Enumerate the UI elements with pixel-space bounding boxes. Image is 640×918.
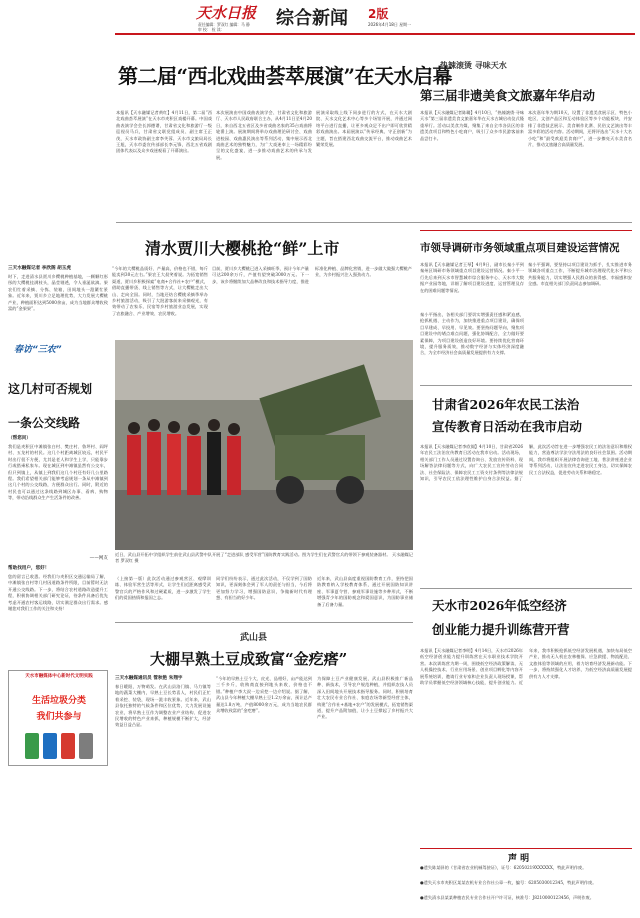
spring-tag-text: 春访“三农”	[14, 345, 62, 355]
uav-title-2: 创业能力提升训练营开营	[432, 622, 570, 637]
cherry-body-1: 时下，走进清水县贾川乡樱桃种植基地，一颗颗红彤彤的大樱桃挂满枝头，晶莹剔透，令人垂涎欲滴。果农们忙着采摘、分拣、装箱，田间地头一派繁忙景象。近年来，贾川乡立足地理优势，大力发展大樱桃产业，种植面积达到5000余亩，成为当地群众增收致富的“金果果”。	[8, 274, 108, 312]
divider-right-1	[420, 385, 632, 386]
divider-mid	[115, 622, 413, 623]
wushan-body-1: 春日暖阳，万物萌发。在武山县洛门镇、马力镇等地的蔬菜大棚内，早熟土豆长势喜人，村民们正忙着采挖、装袋，现场一派丰收景象。近年来，武山县依托独特的气候条件和区位优势，大力发展设施农业，将早熟土豆作为调整农业产业结构、促进农民增收的特色产业来抓，种植规模不断扩大，经济效益日益凸显。	[115, 684, 211, 728]
drill-body-1: （上接第一版）此次活动通过参观营区、观摩训练、体验军营生活等形式，让学生们近距离感受武警官兵的严格作风和过硬素质，进一步激发了学生们的爱国热情和报国之志。	[115, 576, 211, 601]
divider-right-2	[420, 588, 632, 589]
road-from: （帮您问）	[8, 436, 31, 441]
drill-body-2: 同学们纷纷表示，通过此次活动，不仅学到了国防知识，更深刻体会到了军人的责任与担当，今后将更加努力学习，增强国防意识，争做新时代有理想、有担当的好少年。	[216, 576, 312, 601]
masthead-date: 2026年4月18日 星期一	[368, 22, 412, 27]
project-body-2: 秦小平指出，各相关部门要切实增强责任感和紧迫感，抢抓机遇、主动作为，加快推进重点项目建设，确保项目早建成、早投用、早见效。要坚持问题导向，聚焦项目建设中的堵点难点问题，强化协调配合，全力做好要素保障，为项目建设创造良好环境。要持续优化营商环境，提升服务质效，推动数字经济与实体经济深度融合，为全市经济社会高质量发展提供有力支撑。	[420, 312, 524, 356]
food-title: 第三届非遗美食文旅嘉年华启动	[420, 88, 596, 103]
footer-box	[8, 670, 108, 766]
drill-caption: 近日，武山县开拓中学组织学生前往武山县武警中队开展了“走进部队 感受军营”国防教育实践活动。图为学生们在武警官兵的带领下参观装备器材。 天水融媒记者 罗双红 摄	[115, 552, 413, 564]
lead-body-3: 展演采取线上线下同步进行的方式，在天水大剧院、天水文化艺术中心等多个场馆开展，并通过网络平台进行直播，让更多观众足不出户即可欣赏精彩戏曲演出。本届展演以“传承经典、守正创新”为主题，旨在搭建西北戏曲交流平台，推动戏曲艺术繁荣发展。	[316, 110, 412, 148]
law-title-1: 甘肃省2026年农民工法治	[432, 397, 580, 412]
masthead-proof: 审 校： 检 读：	[198, 27, 225, 32]
road-body: 我们是麦积区中滩镇张白村、樊庄村、鲁坪村、阎坪村、五龙村的村民。这几个村距离城区较远，村民平时出行很不方便，尤其是老人和学生上学，只能靠步行或搭乘私家车。现在城区到中滩镇虽然有公交车，但只到镇上，从镇上到我们这几个村还有好几公里路程。我们希望相关部门能够考虑规划一条从中滩镇到这几个村的公交线路，方便群众出行。同时，附近的村民也可以通过这条线路到城区办事、看病、购物等，带动沿线群众生产生活条件的改善。	[8, 444, 108, 501]
project-body-3: 秦小平强调，要坚持以项目建设为抓手，扎实推进市务领域各项重点工作，不断提升城市治理现代化水平和公共服务能力，切实增强人民群众的获得感、幸福感和安全感。市直相关部门负责同志参加调研。	[528, 262, 632, 287]
masthead-editor: 责任编辑：罗双红 编辑：马 静	[198, 22, 250, 27]
wushan-byline: 三天水融媒通讯员 管秋艳 朱翔宇	[115, 676, 183, 681]
red-bin-icon	[61, 733, 75, 759]
cherry-title: 清水贾川大樱桃抢“鲜”上市	[145, 239, 340, 258]
spring-tag	[8, 340, 108, 358]
wushan-body-3: 为保障土豆产业健康发展，武山县积极推广新品种、新技术，引导农户规范种植，并组织农技人员深入田间地头开展技术指导服务。同时，积极培育壮大农民专业合作社、家庭农场等新型经营主体，构建“合作社+基地+农户”的发展模式，拓宽销售渠道，提升产品附加值，让小土豆撑起了乡村振兴大产业。	[317, 676, 413, 720]
uav-body: 本报讯【天水融媒记者李明】4月14日，天水市2026年低空经济创业能力提升训练营在天水职业技术学院开营。本次训练营为期一周，围绕低空经济政策解读、无人机操控技术、行业应用场景、创业项目孵化等内容开展系统培训，邀请行业专家和企业负责人现场授课，帮助学员掌握低空经济领域核心技能，提升创业能力。近年来，我市积极抢抓低空经济发展机遇，加快布局低空产业，推动无人机在农林植保、应急救援、物流配送、文旅体验等领域的应用，着力培育经济发展新动能。下一步，将持续强化人才培养，为低空经济高质量发展提供有力人才支撑。	[420, 648, 632, 686]
lead-body-1: 本报讯【天水融媒记者黄红】4月11日，第二届“西北戏曲荟萃展演”在天水市麦积区戏楼开幕。中国戏曲表演学会会长郭德谱，甘肃省文化和旅游厅一级巡视员马兵，甘肃省文联党组成员、副主席王正茂，天水市政协副主席李芙蓉、天水市文旅局局长王旭，天水市委宣传部部长李元锋，西北五省戏剧团体代表以及众多戏迷观看了开幕演出。	[116, 110, 212, 154]
cherry-body-3: 目前，贾川乡大樱桃已进入采摘旺季，预计今年产量可达200余万斤，产值有望突破3000万元。下一步，该乡将继续加大品种改良和技术指导力度，推进标准化种植、品牌化营销，进一步做大做强大樱桃产业，为乡村振兴注入强劲动力。	[212, 266, 412, 284]
footer-illustration	[19, 725, 99, 765]
masthead-page: 2版	[368, 7, 389, 21]
project-topbar	[420, 230, 632, 231]
masthead-logo: 天水日报	[196, 4, 257, 22]
road-title-1: 这几村可否规划	[8, 382, 93, 396]
cherry-byline: 三天水融媒记者 李欣阁 胡玉虎	[8, 266, 71, 271]
project-title: 市领导调研市务领域重点项目建设运营情况	[420, 242, 620, 254]
lead-body-2: 本次展演由中国戏曲表演学会、甘肃省文化和旅游厅、天水市人民政府联合主办，从4月11日至4月20日，来自西北五省区及多省戏曲名家的35台戏曲将轮番上演。展演期间将举办戏曲理论研讨会、戏曲进校园、戏曲惠民演出等系列活动，集中展示西北戏曲艺术的独特魅力，为广大戏迷奉上一场精彩纷呈的文化盛宴，进一步推动戏曲艺术的传承与发展。	[216, 110, 312, 160]
lead-title: 第二届“西北戏曲荟萃展演”在天水启幕	[118, 64, 453, 88]
uav-title-1: 天水市2026年低空经济	[432, 598, 567, 613]
law-title-2: 宣传教育日活动在我市启动	[432, 419, 583, 434]
notice-item-1: ●遗失陈某驿的《甘肃省农业机械驾驶证》，证号：62050219XXXXXX，特此声明作废。	[420, 865, 587, 870]
notice-box	[420, 848, 632, 912]
food-body-1: 本报讯【天水融媒记者陈璐】4月10日，“热辣滚烫·寻味天水”第三届非遗美食文旅嘉年华在天水古城启动仪式隆重举行。活动以美食为媒，聚集了来自全市各县区的非遗美食项目和特色小吃商户，吸引了众多市民游客前来品尝打卡。	[420, 110, 524, 141]
notice-title: 声 明	[508, 854, 530, 864]
column-heading-text: 热辣滚烫 寻味天水	[440, 61, 507, 70]
notice-item-3: ●遗失清水县某某种植农民专业合作社开户许可证，核准号：J8210000123456，声明作废。	[420, 895, 594, 900]
masthead	[0, 0, 640, 34]
wushan-label: 武山县	[240, 633, 268, 643]
drill-body-3: 近年来，武山县高度重视国防教育工作，坚持把国防教育纳入学校教育体系，通过开展国防知识讲座、军事夏令营、参观军事设施等多种形式，不断增强青少年的国防观念和爱国意识，为国防事业储备了后备力量。	[317, 576, 413, 607]
footer-org: 天水市融媒体中心新时代文明实践	[25, 674, 93, 679]
footer-slogan-2: 我们共参与	[36, 712, 82, 722]
project-body-1: 本报讯【天水融媒记者王琴】4月9日，副市长秦小平到秦州区调研市务领域重点项目建设运营情况。秦小平一行先后来到天水市智慧城市综合服务中心、天水市大数据产业园等地，详细了解项目建设进度、运营管理及存在的困难问题等情况。	[420, 262, 524, 293]
food-body-2: 本次嘉年华为期10天，设置了非遗美食展示区、特色小吃区、文创产品区和互动体验区等多个功能板块，并安排了非遗技艺展示、美食制作比赛、民俗文艺演出等丰富多彩的活动内容。活动期间，还将评选出“天水十大名小吃”和“最受欢迎美食商户”，进一步擦亮天水美食名片，推动文旅融合高质量发展。	[528, 110, 632, 148]
footer-slogan-1: 生活垃圾分类	[31, 696, 86, 706]
road-title-2: 一条公交线路	[8, 416, 81, 430]
notice-item-2: ●遗失天水市麦积区某某农机专业合作社公章一枚，编号：6205030012345，特此声明作废。	[420, 880, 597, 885]
wushan-title: 大棚早熟土豆成致富“金疙瘩”	[150, 650, 348, 668]
gray-bin-icon	[79, 733, 93, 759]
masthead-rule	[115, 33, 635, 35]
column-heading	[420, 60, 632, 74]
green-bin-icon	[25, 733, 39, 759]
divider-top	[116, 222, 632, 223]
drill-photo	[115, 340, 413, 550]
road-sig: ——网友	[89, 556, 108, 561]
masthead-section: 综合新闻	[276, 8, 348, 29]
road-reply-head: 帮助找用户，您好！	[8, 566, 50, 571]
law-body: 本报讯【天水融媒记者李欣阁】4月10日，甘肃省2026年农民工法治宣传教育日活动在我市启动。活动现场，相关部门工作人员通过设置咨询台、发放宣传资料、现场解答法律问题等方式，向广大农民工宣传劳动合同法、社会保险法、保障农民工工资支付条例等法律法规知识，引导农民工依法理性维护自身合法权益。据了解，此次活动旨在进一步增强农民工的法治意识和维权能力，营造尊法学法守法用法的良好社会氛围。活动期间，我市将组织开展法律咨询进工地、普法讲座进企业等系列活动，让法治宣传走进农民工身边，切实保障农民工合法权益，促进劳动关系和谐稳定。	[420, 444, 632, 482]
cherry-body-2: “今年的大樱桃品质好、产量高，价格也不错，每斤能卖到30元左右。”果农王大叔笑着说。为拓宽销售渠道，贾川乡积极探索“电商+合作社+农户”模式，借助直播带货、线上销售等方式，让大樱桃走出大山、走向全国。同时，当地还结合樱桃采摘季举办乡村旅游活动，吸引了大批游客前来采摘观光，有效带动了农家乐、民宿等乡村旅游业态发展，实现了农旅融合、产业增效、农民增收。	[112, 266, 208, 316]
blue-bin-icon	[43, 733, 57, 759]
road-reply: 您的留言已收悉。经我们与麦积区交通运输局了解，中滩镇张白村等几村因道路条件所限，目前暂时无法开通公交线路。下一步，将结合农村道路改造提升工程，积极协调相关部门研究论证，待条件具备后优先考虑开通农村客运线路，切实满足群众出行需求。感谢您对我们工作的关注和支持！	[8, 574, 108, 612]
wushan-body-2: “今年的早熟土豆个大、皮光、品相好，亩产能达到三千多斤，收购商直接到地头来收，价格也不错。”种植户李大叔一边采挖一边介绍说。据了解，武山县今年种植大棚早熟土豆1.2万余亩，预计总产量达1.8万吨，产值8000余万元，成为当地农民群众增收致富的“金疙瘩”。	[216, 676, 312, 714]
